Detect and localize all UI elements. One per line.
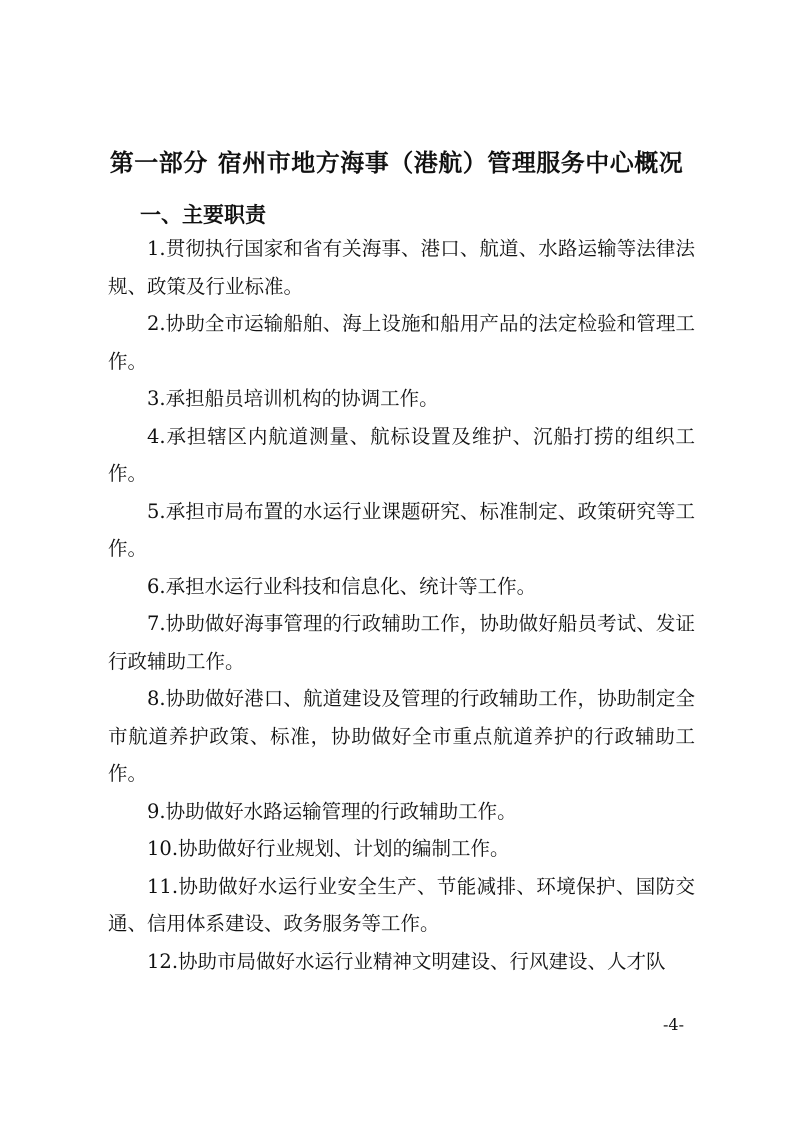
list-item: 6.承担水运行业科技和信息化、统计等工作。 bbox=[147, 574, 537, 598]
duty-list bbox=[108, 230, 695, 980]
list-item: 1.贯彻执行国家和省有关海事、港口、航道、水路运输等法律法规、政策及行业标准。 bbox=[108, 237, 695, 298]
list-item: 9.协助做好水路运输管理的行政辅助工作。 bbox=[147, 799, 517, 823]
list-item: 12.协助市局做好水运行业精神文明建设、行风建设、人才队 bbox=[147, 949, 666, 973]
title-main: 宿州市地方海事（港航）管理服务中心概况 bbox=[217, 149, 684, 177]
title-part: 第一部分 bbox=[109, 149, 208, 177]
section-heading: 一、主要职责 bbox=[140, 203, 266, 227]
list-item: 7.协助做好海事管理的行政辅助工作，协助做好船员考试、发证行政辅助工作。 bbox=[108, 612, 695, 673]
list-item: 10.协助做好行业规划、计划的编制工作。 bbox=[147, 837, 510, 860]
list-item: 11.协助做好水运行业安全生产、节能减排、环境保护、国防交通、信用体系建设、政务服务等工作。 bbox=[108, 874, 695, 935]
list-item: 5.承担市局布置的水运行业课题研究、标准制定、政策研究等工作。 bbox=[108, 499, 695, 560]
list-item: 4.承担辖区内航道测量、航标设置及维护、沉船打捞的组织工作。 bbox=[108, 424, 695, 485]
page-number: -4- bbox=[663, 1015, 684, 1034]
list-item: 8.协助做好港口、航道建设及管理的行政辅助工作，协助制定全市航道养护政策、标准，协助做好全市重点航道养护的行政辅助工作。 bbox=[108, 687, 695, 785]
document-title bbox=[0, 143, 793, 178]
list-item: 3.承担船员培训机构的协调工作。 bbox=[147, 387, 439, 410]
list-item: 2.协助全市运输船舶、海上设施和船用产品的法定检验和管理工作。 bbox=[108, 312, 695, 373]
